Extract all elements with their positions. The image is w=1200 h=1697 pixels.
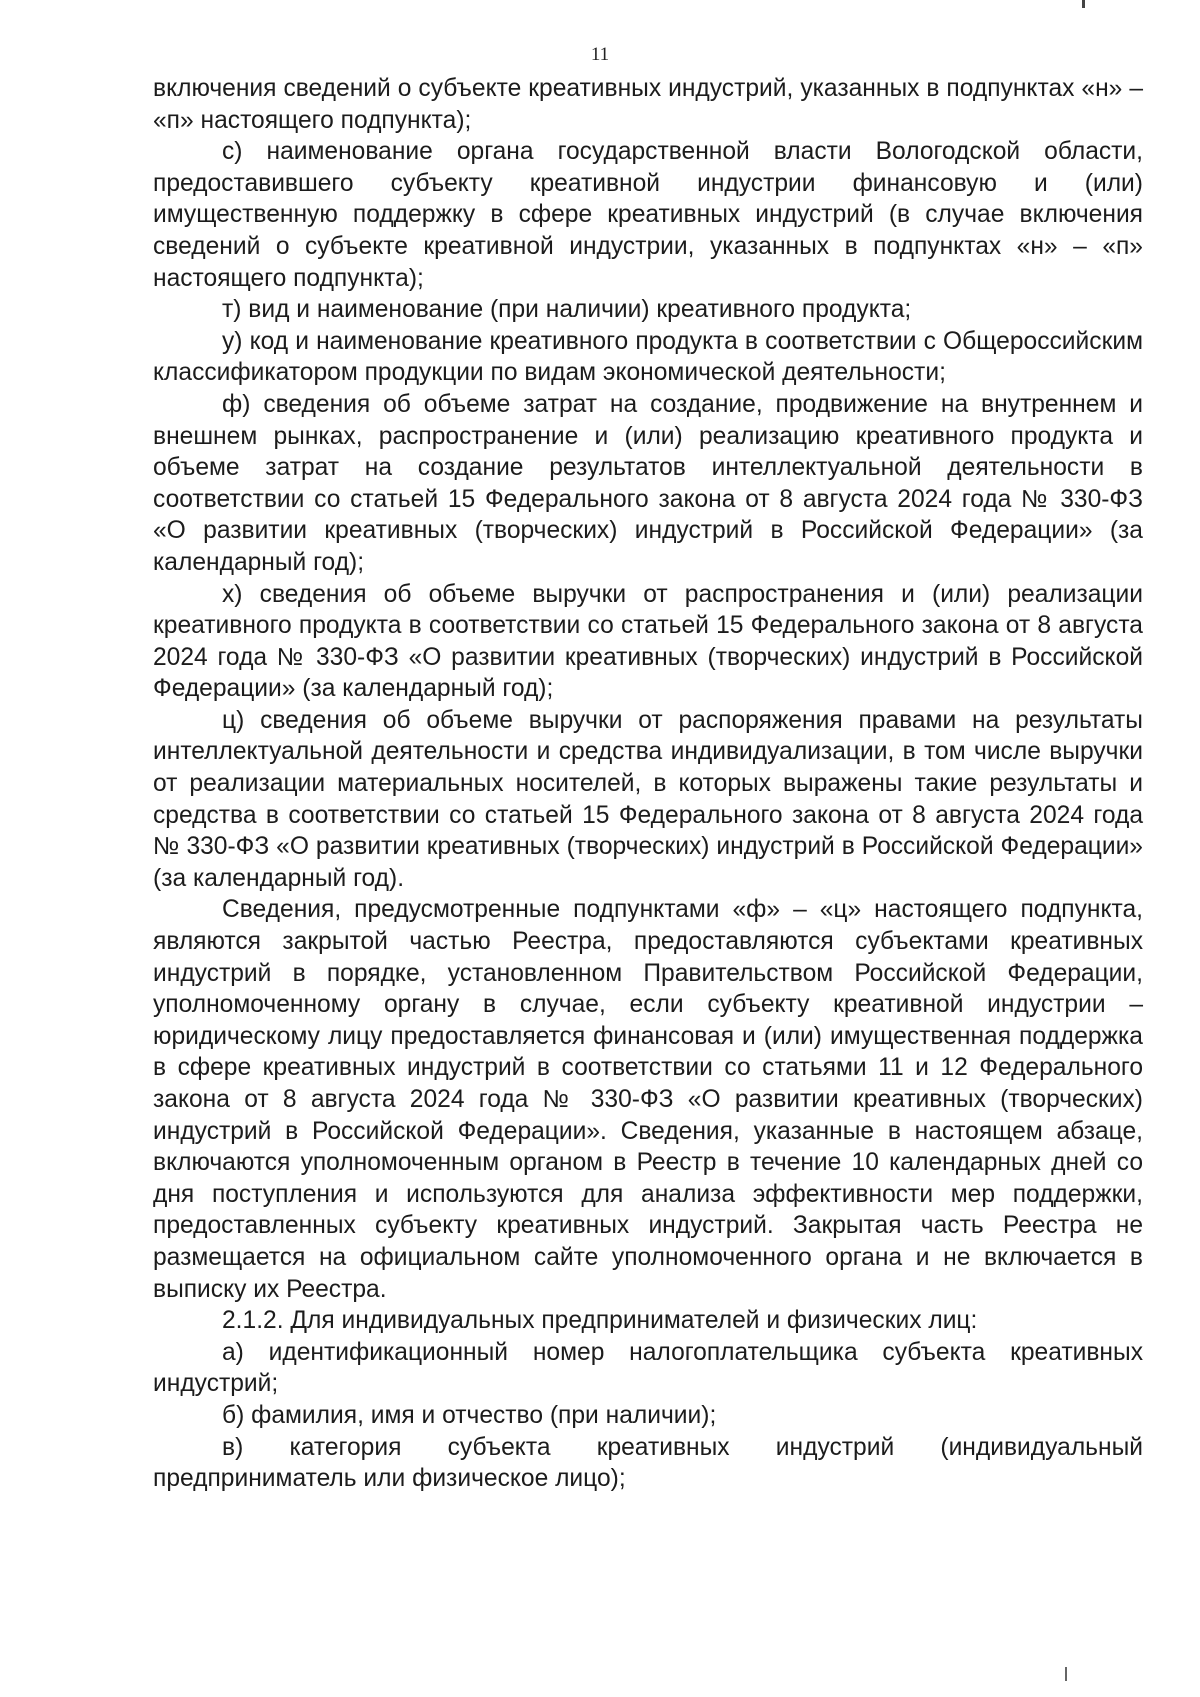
paragraph-item-a: а) идентификационный номер налогоплательщика субъекта креативных индустрий; (153, 1338, 1143, 1398)
paragraph-item-s: с) наименование органа государственной власти Вологодской области, предоставившего субъекту креативной индустрии финансовую и (или) имущественную поддержку в сфере креативных индустрий (в случае включения сведений о субъекте креативной индустрии, указанных в подпунктах «н» – «п» настоящего подпункта); (153, 138, 1143, 292)
document-body (153, 73, 1143, 1495)
paragraph-section-2-1-2: 2.1.2. Для индивидуальных предпринимателей и физических лиц: (222, 1307, 978, 1335)
paragraph-item-kh: х) сведения об объеме выручки от распространения и (или) реализации креативного продукта в соответствии со статьей 15 Федерального закона от 8 августа 2024 года № 330-ФЗ «О развитии креативных (творческих) индустрий в Российской Федерации» (за календарный год); (153, 580, 1143, 703)
paragraph-item-u: у) код и наименование креативного продукта в соответствии с Общероссийским классификатором продукции по видам экономической деятельности; (153, 327, 1143, 387)
paragraph-continuation: включения сведений о субъекте креативных индустрий, указанных в подпунктах «н» – «п» настоящего подпункта); (153, 75, 1143, 134)
paragraph-item-ts: ц) сведения об объеме выручки от распоряжения правами на результаты интеллектуальной деятельности и средства индивидуализации, в том числе выручки от реализации материальных носителей, в которых выражены такие результаты и средства в соответствии со статьей 15 Федерального закона от 8 августа 2024 года № 330-ФЗ «О развитии креативных (творческих) индустрий в Российской Федерации» (за календарный год). (153, 706, 1143, 892)
paragraph-item-f: ф) сведения об объеме затрат на создание, продвижение на внутреннем и внешнем рынках, распространение и (или) реализацию креативного продукта и объеме затрат на создание результатов интеллектуальной деятельности в соответствии со статьей 15 Федерального закона от 8 августа 2024 года № 330-ФЗ «О развитии креативных (творческих) индустрий в Российской Федерации» (за календарный год); (153, 390, 1143, 576)
paragraph-item-b: б) фамилия, имя и отчество (при наличии); (222, 1401, 717, 1429)
scan-mark-bottom (1065, 1667, 1067, 1681)
page-number: 11 (590, 44, 610, 65)
scan-mark-top (1082, 0, 1085, 8)
paragraph-item-t: т) вид и наименование (при наличии) креативного продукта; (222, 296, 912, 324)
paragraph-item-v: в) категория субъекта креативных индустрий (индивидуальный предприниматель или физическое лицо); (153, 1433, 1143, 1493)
paragraph-closed-registry: Сведения, предусмотренные подпунктами «ф» – «ц» настоящего подпункта, являются закрытой частью Реестра, предоставляются субъектами креативных индустрий в порядке, установленном Правительством Российской Федерации, уполномоченному органу в случае, если субъекту креативной индустрии – юридическому лицу предоставляется финансовая и (или) имущественная поддержка в сфере креативных индустрий в соответствии со статьями 11 и 12 Федерального закона от 8 августа 2024 года № 330-ФЗ «О развитии креативных (творческих) индустрий в Российской Федерации». Сведения, указанные в настоящем абзаце, включаются уполномоченным органом в Реестр в течение 10 календарных дней со дня поступления и используются для анализа эффективности мер поддержки, предоставленных субъекту креативных индустрий. Закрытая часть Реестра не размещается на официальном сайте уполномоченного органа и не включается в выписку их Реестра. (153, 896, 1143, 1303)
